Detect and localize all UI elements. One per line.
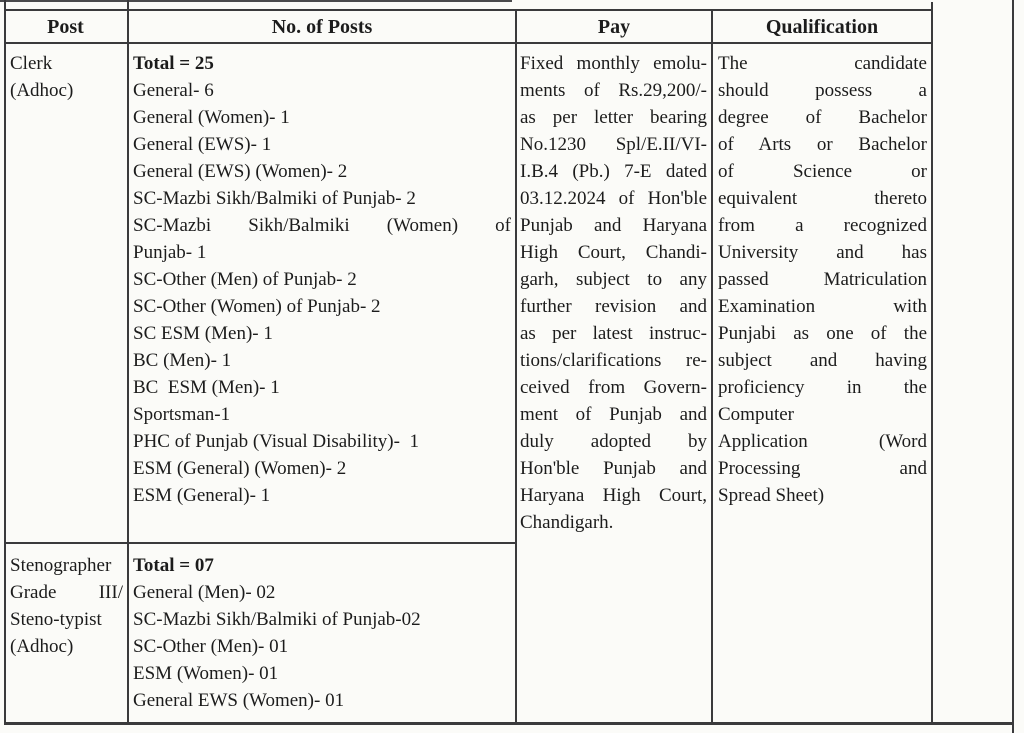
- text-line: Grade III/: [10, 582, 123, 603]
- header-bottom-rule: [4, 42, 933, 44]
- text-line: ment of Punjab and: [520, 404, 707, 425]
- column-divider-posts-pay: [515, 9, 517, 724]
- text-line: Examination with: [718, 296, 927, 317]
- page-right-edge-line: [1012, 0, 1014, 733]
- text-line: of Science or: [718, 161, 927, 182]
- cell-no-of-posts-stenographer: [133, 552, 511, 714]
- text-line: SC-Mazbi Sikh/Balmiki of Punjab-02: [133, 609, 421, 630]
- text-line: garh, subject to any: [520, 269, 707, 290]
- text-line: SC-Mazbi Sikh/Balmiki (Women) of: [133, 215, 511, 236]
- text-line: Stenographer: [10, 555, 112, 576]
- text-line: ments of Rs.29,200/-: [520, 80, 707, 101]
- text-line: ESM (General)- 1: [133, 485, 271, 506]
- text-line: General (EWS)- 1: [133, 134, 272, 155]
- text-line: General- 6: [133, 80, 214, 101]
- row-separator-rule: [4, 542, 517, 544]
- text-line: equivalent thereto: [718, 188, 927, 209]
- text-line: Haryana High Court,: [520, 485, 707, 506]
- text-line: Hon'ble Punjab and: [520, 458, 707, 479]
- text-line: The candidate: [718, 53, 927, 74]
- table-right-border: [931, 2, 933, 724]
- text-line: Punjab- 1: [133, 242, 207, 263]
- column-header-qualification: Qualification: [765, 16, 879, 38]
- cell-qualification: [718, 50, 927, 509]
- text-line: Sportsman-1: [133, 404, 231, 425]
- column-header-pay: Pay: [597, 16, 631, 38]
- text-line: High Court, Chandi-: [520, 242, 707, 263]
- text-line: passed Matriculation: [718, 269, 927, 290]
- text-line: proficiency in the: [718, 377, 927, 398]
- text-line: SC-Other (Women) of Punjab- 2: [133, 296, 381, 317]
- cell-post-clerk: [10, 50, 122, 104]
- text-line: Chandigarh.: [520, 512, 614, 533]
- column-header-post: Post: [47, 16, 84, 38]
- text-line: tions/clarifications re-: [520, 350, 707, 371]
- text-line: SC ESM (Men)- 1: [133, 323, 273, 344]
- top-edge-remnant-line: [0, 0, 512, 2]
- text-line: University and has: [718, 242, 927, 263]
- text-line: General (Women)- 1: [133, 107, 290, 128]
- table-bottom-border: [4, 722, 1014, 725]
- text-line: Application (Word: [718, 431, 927, 452]
- table-left-border: [4, 0, 6, 725]
- text-line: subject and having: [718, 350, 927, 371]
- column-header-no-of-posts: No. of Posts: [271, 16, 373, 38]
- text-line: (Adhoc): [10, 80, 74, 101]
- cell-post-stenographer: [10, 552, 123, 660]
- text-line: SC-Other (Men) of Punjab- 2: [133, 269, 357, 290]
- text-line: No.1230 Spl/E.II/VI-: [520, 134, 707, 155]
- text-line: from a recognized: [718, 215, 927, 236]
- text-line: General (EWS) (Women)- 2: [133, 161, 348, 182]
- text-line: should possess a: [718, 80, 927, 101]
- text-line: degree of Bachelor: [718, 107, 927, 128]
- text-line: General EWS (Women)- 01: [133, 690, 345, 711]
- text-line: Processing and: [718, 458, 927, 479]
- text-line: (Adhoc): [10, 636, 74, 657]
- text-line: Total = 25: [133, 53, 214, 74]
- cell-pay: [520, 50, 707, 536]
- text-line: I.B.4 (Pb.) 7-E dated: [520, 161, 707, 182]
- cell-no-of-posts-clerk: [133, 50, 511, 509]
- text-line: as per latest instruc-: [520, 323, 707, 344]
- text-line: PHC of Punjab (Visual Disability)- 1: [133, 431, 419, 452]
- column-divider-pay-qualification: [711, 9, 713, 724]
- table-top-border: [4, 9, 933, 11]
- column-divider-post: [127, 0, 129, 724]
- text-line: ceived from Govern-: [520, 377, 707, 398]
- text-line: Total = 07: [133, 555, 214, 576]
- text-line: Punjab and Haryana: [520, 215, 707, 236]
- text-line: Punjabi as one of the: [718, 323, 927, 344]
- text-line: 03.12.2024 of Hon'ble: [520, 188, 707, 209]
- text-line: Spread Sheet): [718, 485, 825, 506]
- text-line: of Arts or Bachelor: [718, 134, 927, 155]
- text-line: SC-Mazbi Sikh/Balmiki of Punjab- 2: [133, 188, 416, 209]
- text-line: BC ESM (Men)- 1: [133, 377, 280, 398]
- text-line: Clerk: [10, 53, 53, 74]
- text-line: further revision and: [520, 296, 707, 317]
- text-line: ESM (General) (Women)- 2: [133, 458, 347, 479]
- text-line: Steno-typist: [10, 609, 102, 630]
- text-line: as per letter bearing: [520, 107, 707, 128]
- text-line: SC-Other (Men)- 01: [133, 636, 289, 657]
- text-line: BC (Men)- 1: [133, 350, 232, 371]
- text-line: Computer: [718, 404, 794, 425]
- text-line: General (Men)- 02: [133, 582, 276, 603]
- text-line: duly adopted by: [520, 431, 707, 452]
- text-line: Fixed monthly emolu-: [520, 53, 707, 74]
- text-line: ESM (Women)- 01: [133, 663, 279, 684]
